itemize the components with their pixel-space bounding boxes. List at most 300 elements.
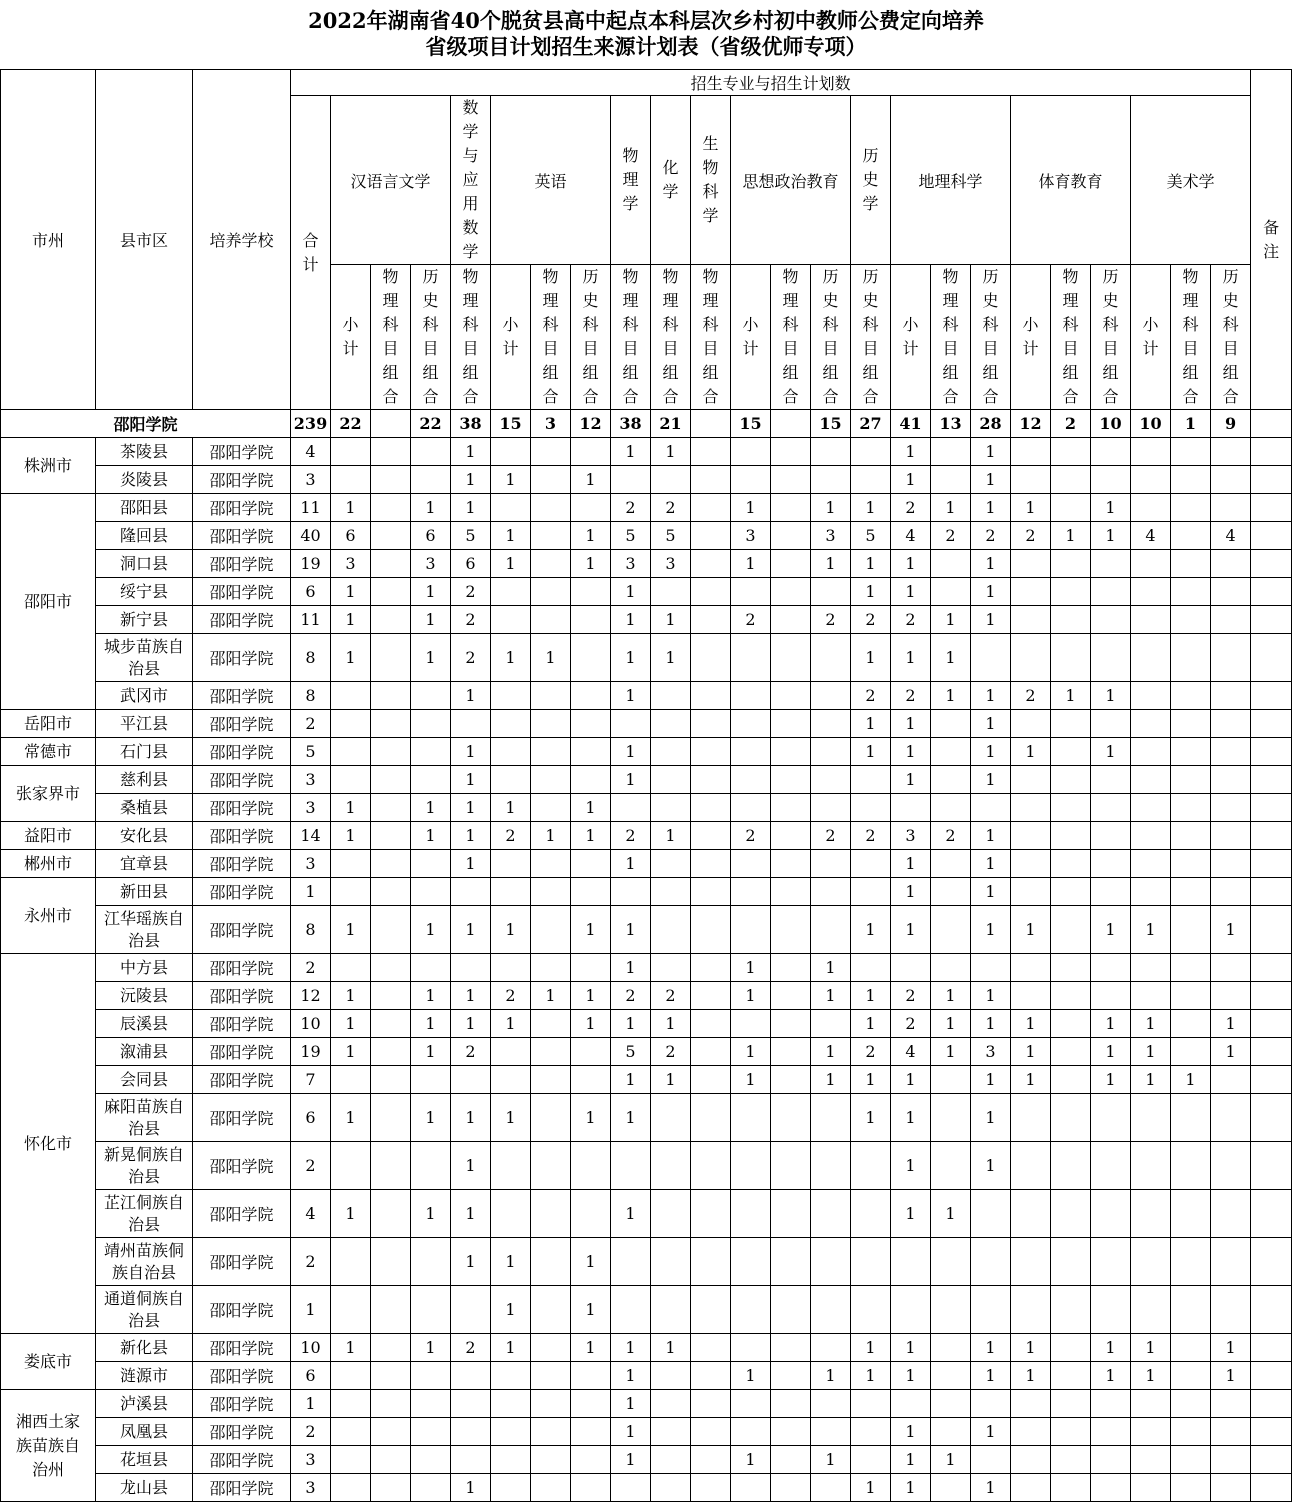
value-cell bbox=[811, 878, 851, 906]
value-cell: 1 bbox=[971, 1474, 1011, 1502]
value-cell bbox=[1131, 1446, 1171, 1474]
value-cell bbox=[651, 1390, 691, 1418]
title-line-2: 省级项目计划招生来源计划表（省级优师专项） bbox=[425, 34, 867, 59]
value-cell: 1 bbox=[1171, 1066, 1211, 1094]
value-cell bbox=[411, 466, 451, 494]
table-row bbox=[1, 1238, 1292, 1286]
value-cell bbox=[1011, 1094, 1051, 1142]
value-cell bbox=[1091, 1142, 1131, 1190]
value-cell bbox=[531, 682, 571, 710]
value-cell bbox=[931, 878, 971, 906]
county-cell: 慈利县 bbox=[96, 766, 193, 794]
value-cell: 1 bbox=[451, 1094, 491, 1142]
value-cell bbox=[571, 494, 611, 522]
value-cell bbox=[411, 1474, 451, 1502]
value-cell bbox=[1131, 438, 1171, 466]
value-cell: 1 bbox=[931, 634, 971, 682]
value-cell: 1 bbox=[971, 982, 1011, 1010]
value-cell: 1 bbox=[891, 1474, 931, 1502]
value-cell bbox=[771, 578, 811, 606]
value-cell bbox=[691, 1190, 731, 1238]
school-cell: 邵阳学院 bbox=[193, 1446, 291, 1474]
value-cell: 2 bbox=[291, 1418, 331, 1446]
value-cell: 1 bbox=[1091, 522, 1131, 550]
value-cell: 1 bbox=[451, 1010, 491, 1038]
value-cell: 1 bbox=[611, 1446, 651, 1474]
value-cell bbox=[1131, 710, 1171, 738]
value-cell bbox=[1171, 766, 1211, 794]
value-cell bbox=[691, 710, 731, 738]
value-cell bbox=[1051, 906, 1091, 954]
value-cell bbox=[1131, 822, 1171, 850]
value-cell: 4 bbox=[291, 438, 331, 466]
value-cell bbox=[1091, 878, 1131, 906]
value-cell bbox=[371, 982, 411, 1010]
value-cell: 1 bbox=[971, 766, 1011, 794]
value-cell: 1 bbox=[971, 1066, 1011, 1094]
value-cell bbox=[451, 710, 491, 738]
value-cell bbox=[371, 954, 411, 982]
value-cell bbox=[771, 1446, 811, 1474]
header-major-chemistry: 化 学 bbox=[651, 96, 691, 265]
value-cell: 2 bbox=[451, 606, 491, 634]
subheader-history-combo: 历 史 科 目 组 合 bbox=[971, 265, 1011, 410]
value-cell: 1 bbox=[611, 1010, 651, 1038]
value-cell bbox=[371, 710, 411, 738]
value-cell: 1 bbox=[451, 906, 491, 954]
value-cell: 1 bbox=[891, 578, 931, 606]
value-cell bbox=[971, 1390, 1011, 1418]
value-cell bbox=[811, 1286, 851, 1334]
value-cell bbox=[1131, 606, 1171, 634]
value-cell bbox=[1051, 1066, 1091, 1094]
value-cell bbox=[851, 1190, 891, 1238]
value-cell: 6 bbox=[291, 1362, 331, 1390]
value-cell bbox=[451, 954, 491, 982]
value-cell bbox=[611, 1474, 651, 1502]
value-cell: 3 bbox=[291, 794, 331, 822]
value-cell: 1 bbox=[491, 1334, 531, 1362]
value-cell bbox=[891, 1238, 931, 1286]
value-cell bbox=[771, 1238, 811, 1286]
table-row bbox=[1, 1010, 1292, 1038]
city-cell: 益阳市 bbox=[1, 822, 96, 850]
value-cell bbox=[371, 1334, 411, 1362]
value-cell bbox=[371, 1390, 411, 1418]
value-cell bbox=[811, 738, 851, 766]
value-cell bbox=[451, 1286, 491, 1334]
value-cell: 1 bbox=[411, 822, 451, 850]
total-cell bbox=[771, 410, 811, 438]
value-cell bbox=[1211, 710, 1251, 738]
value-cell: 6 bbox=[451, 550, 491, 578]
value-cell: 2 bbox=[931, 822, 971, 850]
value-cell bbox=[531, 1474, 571, 1502]
value-cell bbox=[411, 438, 451, 466]
value-cell: 1 bbox=[931, 982, 971, 1010]
value-cell bbox=[611, 794, 651, 822]
value-cell bbox=[531, 1066, 571, 1094]
table-row bbox=[1, 1334, 1292, 1362]
value-cell: 1 bbox=[571, 1094, 611, 1142]
value-cell: 1 bbox=[971, 494, 1011, 522]
subheader-history-combo: 历 史 科 目 组 合 bbox=[1091, 265, 1131, 410]
value-cell: 1 bbox=[1131, 1362, 1171, 1390]
value-cell: 1 bbox=[1011, 738, 1051, 766]
value-cell: 1 bbox=[651, 1066, 691, 1094]
value-cell bbox=[1211, 794, 1251, 822]
value-cell bbox=[491, 682, 531, 710]
value-cell bbox=[531, 1334, 571, 1362]
value-cell bbox=[531, 1190, 571, 1238]
value-cell: 2 bbox=[891, 1010, 931, 1038]
value-cell bbox=[1011, 710, 1051, 738]
value-cell: 1 bbox=[891, 1094, 931, 1142]
value-cell: 1 bbox=[851, 578, 891, 606]
value-cell bbox=[811, 578, 851, 606]
value-cell: 1 bbox=[971, 550, 1011, 578]
value-cell: 1 bbox=[571, 822, 611, 850]
value-cell bbox=[611, 878, 651, 906]
value-cell bbox=[771, 738, 811, 766]
remark-cell bbox=[1251, 1238, 1292, 1286]
remark-cell bbox=[1251, 906, 1292, 954]
value-cell bbox=[1171, 794, 1211, 822]
value-cell: 1 bbox=[411, 1038, 451, 1066]
value-cell bbox=[1051, 1094, 1091, 1142]
value-cell bbox=[531, 1142, 571, 1190]
remark-cell bbox=[1251, 1094, 1292, 1142]
value-cell: 1 bbox=[1131, 1038, 1171, 1066]
school-cell: 邵阳学院 bbox=[193, 1094, 291, 1142]
value-cell bbox=[1051, 1038, 1091, 1066]
value-cell: 5 bbox=[291, 738, 331, 766]
value-cell bbox=[1051, 982, 1091, 1010]
value-cell bbox=[571, 878, 611, 906]
header-major-biology: 生 物 科 学 bbox=[691, 96, 731, 265]
value-cell bbox=[331, 954, 371, 982]
value-cell bbox=[1131, 634, 1171, 682]
value-cell bbox=[491, 878, 531, 906]
value-cell: 1 bbox=[971, 906, 1011, 954]
value-cell bbox=[331, 1446, 371, 1474]
value-cell bbox=[811, 1142, 851, 1190]
value-cell bbox=[611, 1142, 651, 1190]
value-cell: 1 bbox=[731, 1362, 771, 1390]
value-cell: 1 bbox=[971, 1418, 1011, 1446]
value-cell bbox=[1011, 438, 1051, 466]
value-cell: 1 bbox=[451, 794, 491, 822]
value-cell: 2 bbox=[491, 982, 531, 1010]
value-cell: 1 bbox=[331, 822, 371, 850]
value-cell bbox=[811, 1010, 851, 1038]
value-cell bbox=[1211, 1390, 1251, 1418]
value-cell: 1 bbox=[1091, 1334, 1131, 1362]
value-cell bbox=[371, 1418, 411, 1446]
value-cell bbox=[1171, 466, 1211, 494]
value-cell bbox=[1091, 1094, 1131, 1142]
value-cell bbox=[371, 1238, 411, 1286]
value-cell bbox=[1131, 1286, 1171, 1334]
value-cell bbox=[331, 1066, 371, 1094]
value-cell bbox=[531, 1446, 571, 1474]
value-cell bbox=[531, 766, 571, 794]
value-cell bbox=[1171, 822, 1211, 850]
value-cell bbox=[571, 606, 611, 634]
remark-cell bbox=[1251, 1390, 1292, 1418]
value-cell: 3 bbox=[811, 522, 851, 550]
value-cell bbox=[531, 1038, 571, 1066]
value-cell: 2 bbox=[611, 982, 651, 1010]
value-cell: 1 bbox=[1091, 1038, 1131, 1066]
value-cell: 1 bbox=[851, 710, 891, 738]
value-cell bbox=[1051, 606, 1091, 634]
value-cell: 1 bbox=[611, 954, 651, 982]
value-cell: 1 bbox=[811, 954, 851, 982]
city-cell: 株洲市 bbox=[1, 438, 96, 494]
value-cell: 2 bbox=[731, 822, 771, 850]
value-cell bbox=[1091, 466, 1131, 494]
value-cell bbox=[1011, 766, 1051, 794]
remark-cell bbox=[1251, 710, 1292, 738]
value-cell: 1 bbox=[1131, 1334, 1171, 1362]
school-cell: 邵阳学院 bbox=[193, 1286, 291, 1334]
value-cell bbox=[411, 850, 451, 878]
value-cell bbox=[1211, 982, 1251, 1010]
value-cell bbox=[371, 550, 411, 578]
value-cell: 4 bbox=[1211, 522, 1251, 550]
value-cell bbox=[731, 1418, 771, 1446]
value-cell bbox=[851, 1446, 891, 1474]
value-cell bbox=[371, 794, 411, 822]
county-cell: 靖州苗族侗 族自治县 bbox=[96, 1238, 193, 1286]
value-cell: 11 bbox=[291, 494, 331, 522]
value-cell: 3 bbox=[651, 550, 691, 578]
value-cell bbox=[531, 738, 571, 766]
county-cell: 炎陵县 bbox=[96, 466, 193, 494]
value-cell bbox=[771, 1362, 811, 1390]
value-cell bbox=[491, 1362, 531, 1390]
header-major-chinese: 汉语言文学 bbox=[331, 96, 451, 265]
value-cell bbox=[1211, 682, 1251, 710]
value-cell bbox=[1091, 982, 1131, 1010]
value-cell bbox=[451, 1418, 491, 1446]
value-cell: 1 bbox=[491, 1238, 531, 1286]
value-cell bbox=[371, 682, 411, 710]
value-cell bbox=[731, 1010, 771, 1038]
value-cell: 2 bbox=[931, 522, 971, 550]
value-cell bbox=[491, 738, 531, 766]
value-cell bbox=[1011, 878, 1051, 906]
value-cell bbox=[691, 1286, 731, 1334]
value-cell bbox=[371, 1474, 411, 1502]
value-cell: 1 bbox=[1011, 1038, 1051, 1066]
value-cell bbox=[1051, 1446, 1091, 1474]
value-cell bbox=[811, 466, 851, 494]
county-cell: 宜章县 bbox=[96, 850, 193, 878]
value-cell bbox=[851, 766, 891, 794]
value-cell bbox=[1211, 606, 1251, 634]
value-cell bbox=[531, 1238, 571, 1286]
value-cell bbox=[1091, 766, 1131, 794]
county-cell: 凤凰县 bbox=[96, 1418, 193, 1446]
value-cell: 1 bbox=[1131, 906, 1171, 954]
value-cell bbox=[531, 1094, 571, 1142]
value-cell bbox=[691, 1094, 731, 1142]
value-cell bbox=[451, 878, 491, 906]
value-cell bbox=[771, 794, 811, 822]
value-cell: 4 bbox=[891, 1038, 931, 1066]
value-cell bbox=[1211, 1066, 1251, 1094]
value-cell bbox=[771, 466, 811, 494]
value-cell bbox=[651, 466, 691, 494]
value-cell bbox=[531, 494, 571, 522]
value-cell bbox=[531, 954, 571, 982]
value-cell bbox=[1011, 634, 1051, 682]
value-cell bbox=[731, 1390, 771, 1418]
value-cell bbox=[451, 1066, 491, 1094]
value-cell bbox=[691, 766, 731, 794]
value-cell bbox=[571, 682, 611, 710]
value-cell bbox=[771, 634, 811, 682]
school-cell: 邵阳学院 bbox=[193, 550, 291, 578]
value-cell: 1 bbox=[1051, 522, 1091, 550]
value-cell bbox=[371, 1038, 411, 1066]
remark-cell bbox=[1251, 634, 1292, 682]
value-cell: 3 bbox=[291, 466, 331, 494]
value-cell bbox=[1171, 878, 1211, 906]
value-cell: 2 bbox=[971, 522, 1011, 550]
table-row bbox=[1, 982, 1292, 1010]
value-cell: 1 bbox=[1011, 1362, 1051, 1390]
total-cell: 22 bbox=[331, 410, 371, 438]
value-cell: 2 bbox=[491, 822, 531, 850]
value-cell bbox=[531, 906, 571, 954]
value-cell: 1 bbox=[851, 1334, 891, 1362]
value-cell bbox=[1131, 878, 1171, 906]
value-cell bbox=[1011, 1238, 1051, 1286]
value-cell bbox=[371, 438, 411, 466]
value-cell: 1 bbox=[451, 982, 491, 1010]
value-cell bbox=[691, 738, 731, 766]
value-cell bbox=[1211, 1474, 1251, 1502]
subheader-physics-combo: 物 理 科 目 组 合 bbox=[451, 265, 491, 410]
value-cell bbox=[411, 954, 451, 982]
value-cell bbox=[1131, 578, 1171, 606]
value-cell bbox=[851, 1418, 891, 1446]
value-cell: 1 bbox=[411, 606, 451, 634]
value-cell bbox=[1091, 1418, 1131, 1446]
subheader-history-combo: 历 史 科 目 组 合 bbox=[571, 265, 611, 410]
value-cell bbox=[651, 906, 691, 954]
value-cell bbox=[1171, 606, 1211, 634]
table-row bbox=[1, 606, 1292, 634]
subheader-physics-combo: 物 理 科 目 组 合 bbox=[651, 265, 691, 410]
value-cell bbox=[491, 1066, 531, 1094]
value-cell: 1 bbox=[611, 634, 651, 682]
county-cell: 芷江侗族自 治县 bbox=[96, 1190, 193, 1238]
value-cell: 1 bbox=[451, 850, 491, 878]
subheader-subtotal: 小 计 bbox=[891, 265, 931, 410]
value-cell bbox=[771, 1094, 811, 1142]
value-cell bbox=[1091, 550, 1131, 578]
value-cell bbox=[651, 1474, 691, 1502]
table-row bbox=[1, 438, 1292, 466]
value-cell bbox=[771, 1038, 811, 1066]
value-cell bbox=[771, 982, 811, 1010]
value-cell bbox=[1091, 954, 1131, 982]
school-cell: 邵阳学院 bbox=[193, 1142, 291, 1190]
value-cell: 5 bbox=[651, 522, 691, 550]
value-cell bbox=[931, 906, 971, 954]
total-cell bbox=[691, 410, 731, 438]
county-cell: 城步苗族自 治县 bbox=[96, 634, 193, 682]
value-cell bbox=[811, 634, 851, 682]
total-cell: 3 bbox=[531, 410, 571, 438]
value-cell bbox=[531, 1362, 571, 1390]
remark-cell bbox=[1251, 878, 1292, 906]
value-cell: 2 bbox=[651, 1038, 691, 1066]
school-cell: 邵阳学院 bbox=[193, 606, 291, 634]
value-cell bbox=[771, 1474, 811, 1502]
value-cell bbox=[1171, 1390, 1211, 1418]
value-cell bbox=[491, 438, 531, 466]
value-cell: 1 bbox=[1011, 494, 1051, 522]
value-cell bbox=[651, 1446, 691, 1474]
value-cell bbox=[1051, 1190, 1091, 1238]
value-cell bbox=[1171, 1334, 1211, 1362]
value-cell bbox=[491, 1418, 531, 1446]
school-cell: 邵阳学院 bbox=[193, 710, 291, 738]
value-cell bbox=[1051, 578, 1091, 606]
value-cell: 3 bbox=[331, 550, 371, 578]
value-cell bbox=[651, 766, 691, 794]
value-cell bbox=[1051, 634, 1091, 682]
value-cell bbox=[1091, 794, 1131, 822]
value-cell bbox=[931, 794, 971, 822]
value-cell: 1 bbox=[611, 438, 651, 466]
value-cell: 1 bbox=[851, 1362, 891, 1390]
value-cell: 1 bbox=[651, 822, 691, 850]
value-cell bbox=[731, 850, 771, 878]
value-cell bbox=[1131, 1474, 1171, 1502]
value-cell bbox=[331, 766, 371, 794]
value-cell bbox=[1171, 1010, 1211, 1038]
value-cell: 1 bbox=[971, 1010, 1011, 1038]
county-cell: 武冈市 bbox=[96, 682, 193, 710]
value-cell bbox=[571, 634, 611, 682]
remark-cell bbox=[1251, 522, 1292, 550]
value-cell bbox=[971, 954, 1011, 982]
value-cell bbox=[691, 1446, 731, 1474]
value-cell bbox=[691, 1066, 731, 1094]
value-cell bbox=[691, 1142, 731, 1190]
county-cell: 花垣县 bbox=[96, 1446, 193, 1474]
county-cell: 泸溪县 bbox=[96, 1390, 193, 1418]
value-cell: 1 bbox=[891, 738, 931, 766]
value-cell: 1 bbox=[451, 1190, 491, 1238]
value-cell: 1 bbox=[891, 466, 931, 494]
school-cell: 邵阳学院 bbox=[193, 954, 291, 982]
value-cell: 1 bbox=[491, 1286, 531, 1334]
value-cell bbox=[691, 522, 731, 550]
value-cell: 19 bbox=[291, 550, 331, 578]
value-cell: 1 bbox=[531, 822, 571, 850]
value-cell: 5 bbox=[851, 522, 891, 550]
value-cell: 1 bbox=[971, 682, 1011, 710]
county-cell: 会同县 bbox=[96, 1066, 193, 1094]
header-major-geography: 地理科学 bbox=[891, 96, 1011, 265]
